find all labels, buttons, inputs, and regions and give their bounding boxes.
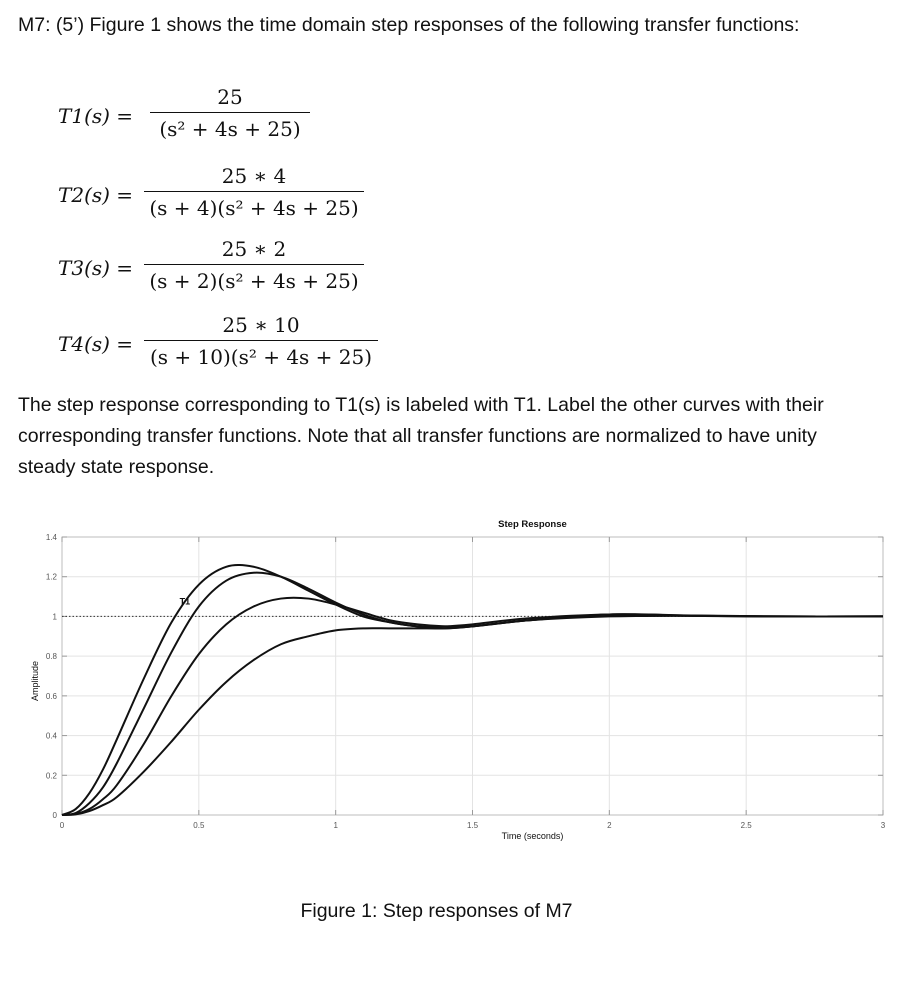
equation-lhs: T1(s) [58, 104, 110, 128]
y-tick-label: 0.6 [45, 691, 57, 701]
fraction [144, 312, 378, 370]
y-tick-label: 1.2 [45, 572, 57, 582]
equation-lhs: T2(s) [58, 183, 110, 207]
numerator: 25 ∗ 10 [222, 313, 300, 337]
numerator: 25 [217, 85, 243, 109]
equals-sign: = [116, 183, 134, 207]
x-tick-label: 0 [59, 821, 65, 830]
fraction [144, 163, 364, 221]
x-tick-label: 2.5 [740, 821, 752, 830]
equals-sign: = [116, 256, 134, 280]
fraction-bar [144, 340, 378, 341]
step-response-chart [0, 505, 900, 850]
figure-caption: Figure 1: Step responses of M7 [300, 900, 573, 922]
curve-annotation-t1: T1 [179, 596, 191, 607]
problem-intro: M7: (5’) Figure 1 shows the time domain step responses of the following transfer functions: [18, 14, 800, 36]
denominator: (s + 4)(s² + 4s + 25) [149, 196, 359, 220]
x-axis-label: Time (seconds) [501, 831, 564, 841]
x-tick-label: 1 [333, 821, 338, 830]
fraction [144, 236, 364, 294]
x-tick-label: 1.5 [466, 821, 479, 830]
fraction-bar [150, 112, 310, 113]
equals-sign: = [116, 104, 134, 128]
fraction-bar [144, 264, 364, 265]
y-tick-label: 0.4 [45, 731, 57, 741]
y-tick-label: 0.8 [45, 652, 57, 662]
x-tick-label: 2 [607, 821, 612, 830]
fraction-bar [144, 191, 364, 192]
equation-lhs: T3(s) [58, 256, 110, 280]
numerator: 25 ∗ 4 [221, 164, 287, 188]
y-tick-label: 1.4 [45, 533, 57, 542]
equation-lhs: T4(s) [58, 332, 110, 356]
x-tick-label: 0.5 [193, 821, 205, 830]
y-tick-label: 1 [52, 612, 57, 622]
denominator: (s + 10)(s² + 4s + 25) [149, 345, 373, 369]
denominator: (s + 2)(s² + 4s + 25) [149, 269, 359, 293]
numerator: 25 ∗ 2 [221, 237, 287, 261]
denominator: (s² + 4s + 25) [159, 117, 301, 141]
y-axis-label: Amplitude [30, 660, 40, 702]
chart-title: Step Response [498, 519, 567, 530]
problem-instructions: The step response corresponding to T1(s) is labeled with T1. Label the other curves with their corresponding transfer functions. Note that all transfer functions are normalized to have unity steady state response. [18, 394, 824, 478]
y-tick-label: 0 [52, 811, 57, 820]
fraction [150, 84, 310, 142]
x-tick-label: 3 [880, 821, 886, 830]
equals-sign: = [116, 332, 134, 356]
y-tick-label: 0.2 [45, 771, 57, 781]
